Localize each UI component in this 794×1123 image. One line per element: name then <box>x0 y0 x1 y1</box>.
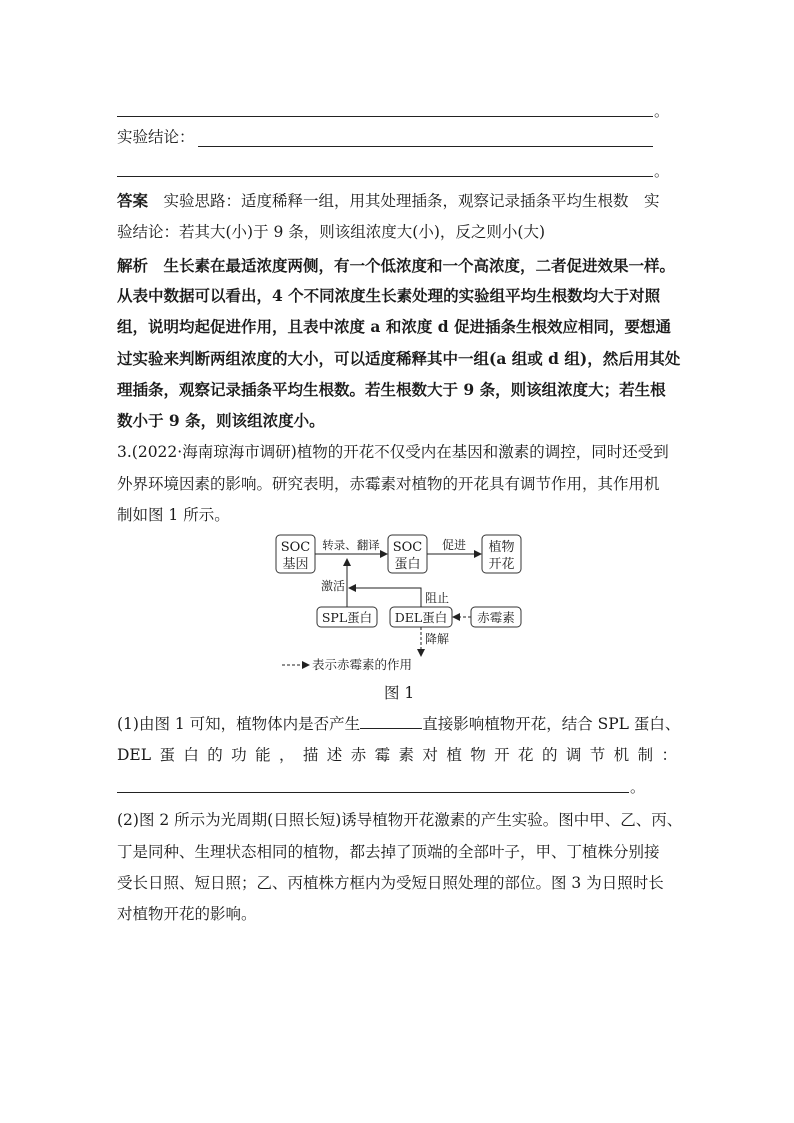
conclusion-blank-line <box>198 146 653 147</box>
word: 物 <box>470 746 486 764</box>
word: 蛋 <box>159 746 175 764</box>
soc-gene-label-1: SOC <box>280 540 311 555</box>
period: 。 <box>630 778 646 796</box>
word: 描 <box>302 746 319 764</box>
promote-label: 促进 <box>441 538 467 552</box>
question3-line-3: 制如图 1 所示。 <box>117 506 230 524</box>
sub1-answer-line <box>117 792 629 793</box>
activate-label: 激活 <box>320 579 346 593</box>
figure1-caption: 图 1 <box>384 684 415 702</box>
answer-label: 答案 <box>117 191 149 210</box>
answer-text: 实验思路：适度稀释一组，用其处理插条，观察记录插条平均生根数 实 <box>163 192 660 210</box>
analysis-text: 生长素在最适浓度两侧，有一个低浓度和一个高浓度，二者促进效果一样。 <box>163 256 676 275</box>
word: 白 <box>183 746 199 764</box>
word: 的 <box>541 746 558 764</box>
word: ： <box>661 746 677 764</box>
soc-protein-label-2: 蛋白 <box>394 557 421 572</box>
question3-line-2: 外界环境因素的影响。研究表明，赤霉素对植物的开花具有调节作用，其作用机 <box>117 475 660 493</box>
analysis-label: 解析 <box>117 256 149 275</box>
gibberellin-label: 赤霉素 <box>477 610 515 625</box>
word: 功 <box>231 746 247 764</box>
word: 对 <box>422 746 438 764</box>
answer-blank-line <box>117 176 653 177</box>
figure1-diagram <box>0 530 794 690</box>
spl-protein-label: SPL蛋白 <box>321 610 373 625</box>
analysis-line-2: 从表中数据可以看出，4 个不同浓度生长素处理的实验组平均生根数均大于对照 <box>117 286 661 305</box>
analysis-line-4: 过实验来判断两组浓度的大小，可以适度稀释其中一组(a 组或 d 组)，然后用其处 <box>117 349 681 368</box>
sub1-fill-blank <box>360 714 422 729</box>
sub1-line-2 <box>117 745 677 765</box>
sub2-line-4: 对植物开花的影响。 <box>117 905 257 923</box>
sub1-text-a: (1)由图 1 可知，植物体内是否产生 <box>117 715 361 733</box>
word: 赤 <box>350 746 367 764</box>
sub2-line-3: 受长日照、短日照；乙、丙植株方框内为受短日照处理的部位。图 3 为日照时长 <box>117 874 664 892</box>
word: 霉 <box>374 746 391 764</box>
sub2-line-1: (2)图 2 所示为光周期(日照长短)诱导植物开花激素的产生实验。图中甲、乙、丙、 <box>117 811 683 829</box>
period: 。 <box>654 162 670 180</box>
word: 述 <box>326 746 343 764</box>
answer-line-2: 验结论：若其大(小)于 9 条，则该组浓度大(小)，反之则小(大) <box>117 223 546 241</box>
word: 制 <box>637 746 654 764</box>
word: 调 <box>565 746 582 764</box>
analysis-line-3: 组，说明均起促进作用，且表中浓度 a 和浓度 d 促进插条生根效应相同，要想通 <box>117 317 671 336</box>
block-arrow <box>349 588 421 607</box>
sub1-text-b: 直接影响植物开花，结合 SPL 蛋白、 <box>422 715 681 733</box>
answer-line-1 <box>117 191 660 211</box>
sub2-line-2: 丁是同种、生理状态相同的植物，都去掉了顶端的全部叶子，甲、丁植株分别接 <box>117 843 660 861</box>
period: 。 <box>654 102 670 120</box>
question3-line-1: 3.(2022·海南琼海市调研)植物的开花不仅受内在基因和激素的调控，同时还受到 <box>117 443 669 461</box>
transcribe-label: 转录、翻译 <box>322 538 380 552</box>
word: 的 <box>207 746 223 764</box>
analysis-line-5: 理插条，观察记录插条平均生根数。若生根数大于 9 条，则该组浓度大；若生根 <box>117 380 666 399</box>
legend-label: 表示赤霉素的作用 <box>312 657 413 672</box>
soc-protein-label-1: SOC <box>392 540 423 555</box>
plant-flower-label-1: 植物 <box>488 540 515 555</box>
conclusion-label: 实验结论： <box>117 128 195 146</box>
word: ， <box>278 746 295 764</box>
plant-flower-label-2: 开花 <box>488 557 515 572</box>
word: 机 <box>613 746 630 764</box>
word: 开 <box>494 746 510 764</box>
answer-blank-line <box>117 116 653 117</box>
del-protein-label: DEL蛋白 <box>394 610 448 625</box>
word: 节 <box>589 746 606 764</box>
block-label: 阻止 <box>424 591 450 605</box>
word: DEL <box>117 746 152 764</box>
soc-gene-label-2: 基因 <box>282 557 309 572</box>
word: 素 <box>398 746 415 764</box>
analysis-line-1 <box>117 256 675 276</box>
word: 花 <box>518 746 534 764</box>
word: 能 <box>255 746 271 764</box>
word: 植 <box>446 746 462 764</box>
analysis-line-6: 数小于 9 条，则该组浓度小。 <box>117 411 325 430</box>
degrade-label: 降解 <box>424 632 450 646</box>
sub1-line-1 <box>117 714 680 734</box>
